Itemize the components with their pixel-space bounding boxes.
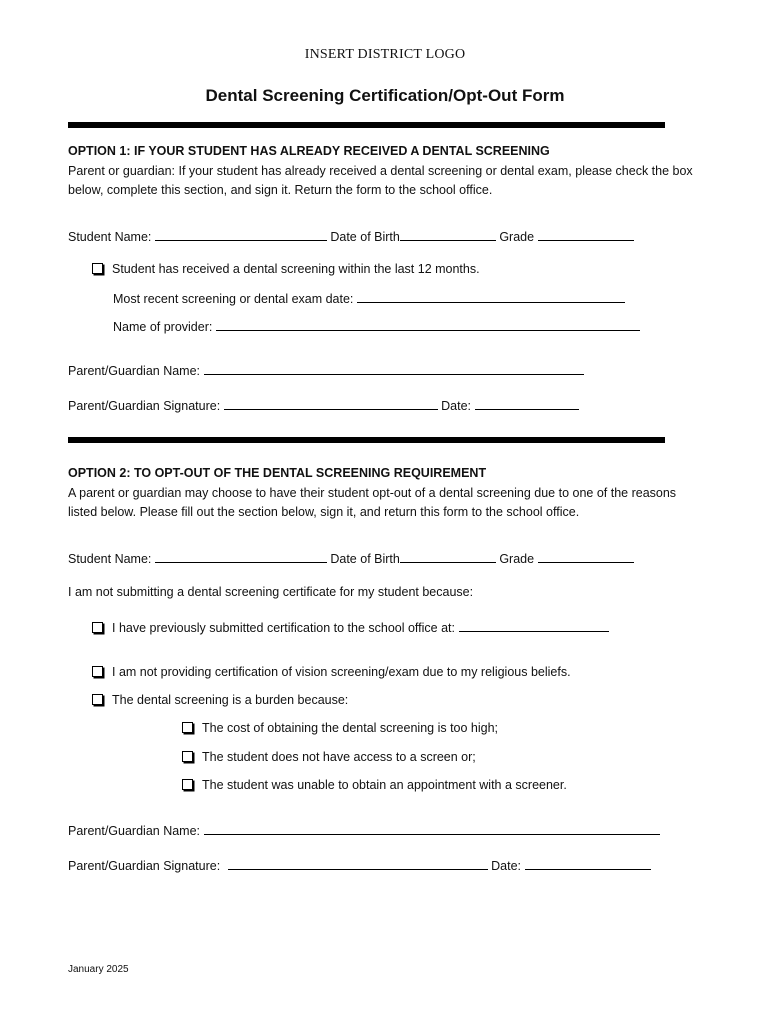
reason-previously-submitted-label: I have previously submitted certification to the school office at: <box>112 621 456 635</box>
dob-field[interactable] <box>400 550 496 563</box>
student-name-label: Student Name: <box>68 230 152 244</box>
reason-burden-label: The dental screening is a burden because: <box>112 693 349 707</box>
district-logo-placeholder: INSERT DISTRICT LOGO <box>304 47 466 62</box>
option1-screening-checkbox-row[interactable] <box>92 262 480 276</box>
burden-access-row[interactable] <box>182 750 476 764</box>
burden-cost-label: The cost of obtaining the dental screening is too high; <box>202 721 499 735</box>
footer-date: January 2025 <box>68 964 129 975</box>
option2-student-row <box>68 550 634 566</box>
provider-row <box>113 318 640 334</box>
guardian-signature-field[interactable] <box>224 397 438 410</box>
student-name-label: Student Name: <box>68 552 152 566</box>
guardian-name-field[interactable] <box>204 822 660 835</box>
guardian-signature-label: Parent/Guardian Signature: <box>68 859 221 873</box>
burden-access-label: The student does not have access to a screen or; <box>202 750 476 764</box>
grade-field[interactable] <box>538 550 634 563</box>
date-label: Date: <box>491 859 522 873</box>
dob-label: Date of Birth <box>330 230 400 244</box>
reason-burden-row[interactable] <box>92 693 348 707</box>
grade-field[interactable] <box>538 228 634 241</box>
student-name-field[interactable] <box>155 550 327 563</box>
checkbox[interactable] <box>92 622 103 633</box>
guardian-signature-label: Parent/Guardian Signature: <box>68 399 221 413</box>
school-office-field[interactable] <box>459 619 609 632</box>
date-field[interactable] <box>525 857 651 870</box>
option1-guardian-name-row <box>68 362 584 378</box>
burden-appointment-label: The student was unable to obtain an appointment with a screener. <box>202 778 567 792</box>
checkbox[interactable] <box>182 722 193 733</box>
guardian-name-label: Parent/Guardian Name: <box>68 364 201 378</box>
date-field[interactable] <box>475 397 579 410</box>
reason-intro: I am not submitting a dental screening certificate for my student because: <box>68 585 474 599</box>
option2-signature-row <box>68 857 651 873</box>
checkbox[interactable] <box>92 666 103 677</box>
guardian-name-field[interactable] <box>204 362 584 375</box>
checkbox[interactable] <box>182 751 193 762</box>
burden-appointment-row[interactable] <box>182 778 567 792</box>
guardian-name-label: Parent/Guardian Name: <box>68 824 201 838</box>
reason-religious-row[interactable] <box>92 665 571 679</box>
provider-field[interactable] <box>216 318 640 331</box>
section-divider <box>68 437 665 443</box>
option1-heading: OPTION 1: IF YOUR STUDENT HAS ALREADY RECEIVED A DENTAL SCREENING <box>68 144 550 158</box>
checkbox[interactable] <box>182 779 193 790</box>
recent-date-field[interactable] <box>357 290 625 303</box>
burden-cost-row[interactable] <box>182 721 498 735</box>
checkbox[interactable] <box>92 694 103 705</box>
guardian-signature-field[interactable] <box>228 857 488 870</box>
checkbox[interactable] <box>92 263 103 274</box>
dob-label: Date of Birth <box>330 552 400 566</box>
reason-previously-submitted-row[interactable] <box>92 619 609 635</box>
date-label: Date: <box>441 399 472 413</box>
grade-label: Grade <box>499 552 535 566</box>
option2-guardian-name-row <box>68 822 660 838</box>
dob-field[interactable] <box>400 228 496 241</box>
option2-heading: OPTION 2: TO OPT-OUT OF THE DENTAL SCREENING REQUIREMENT <box>68 466 487 480</box>
recent-date-label: Most recent screening or dental exam date: <box>113 292 354 306</box>
recent-date-row <box>113 290 625 306</box>
provider-label: Name of provider: <box>113 320 213 334</box>
checkbox-label: Student has received a dental screening within the last 12 months. <box>112 262 480 276</box>
reason-religious-label: I am not providing certification of vision screening/exam due to my religious beliefs. <box>112 665 571 679</box>
student-name-field[interactable] <box>155 228 327 241</box>
section-divider <box>68 122 665 128</box>
form-title: Dental Screening Certification/Opt-Out Form <box>205 86 565 105</box>
grade-label: Grade <box>499 230 535 244</box>
option1-signature-row <box>68 397 579 413</box>
option1-instructions: Parent or guardian: If your student has already received a dental screening or dental exam, please check the box below, complete this section, and sign it. Return the form to the school office. <box>68 164 693 197</box>
option1-student-row <box>68 228 634 244</box>
option2-instructions: A parent or guardian may choose to have their student opt-out of a dental screening due to one of the reasons listed below. Please fill out the section below, sign it, and return this form to the school office. <box>68 486 677 519</box>
